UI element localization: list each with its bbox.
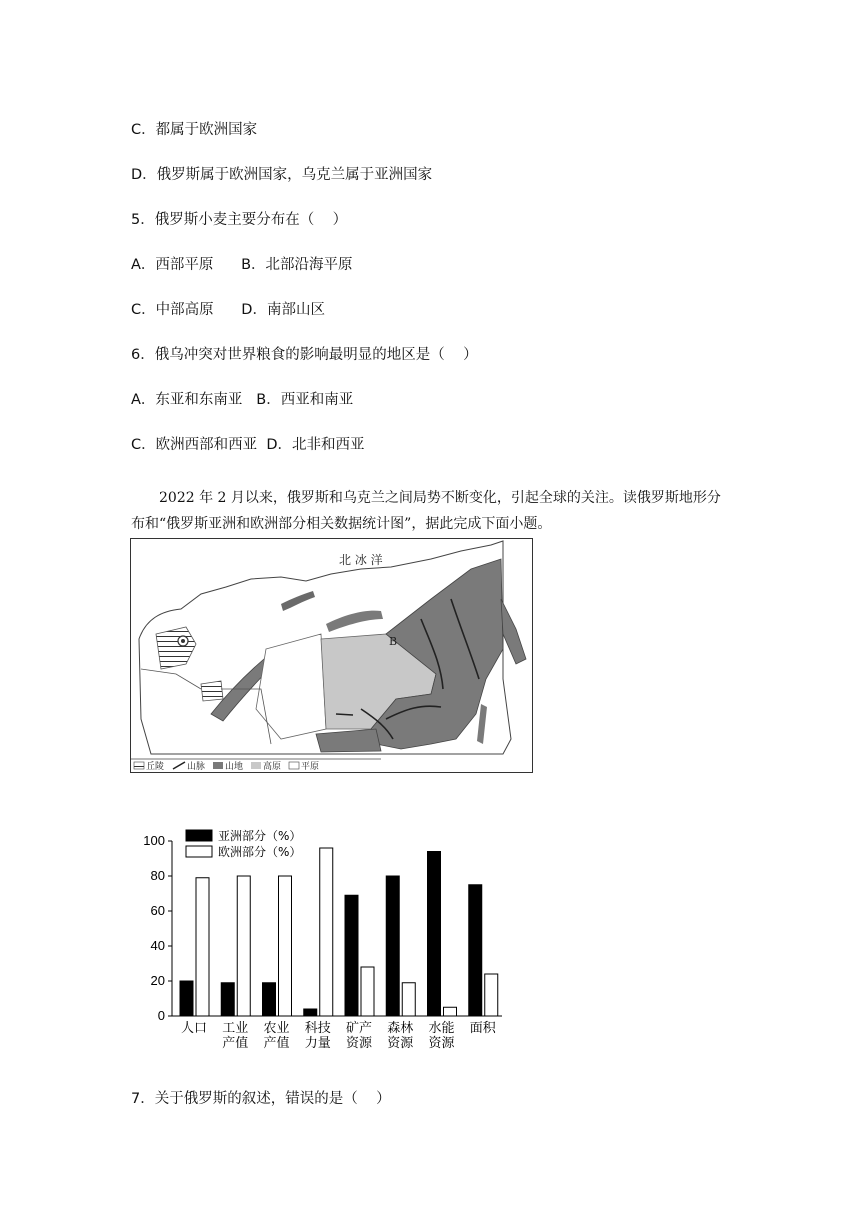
bar-asia [428, 852, 441, 1017]
bar-europe [196, 878, 209, 1016]
legend-label: 亚洲部分（%） [218, 829, 302, 843]
q6-options-cd: C．欧洲西部和西亚 D．北非和西亚 [131, 437, 365, 453]
bar-asia [386, 876, 399, 1016]
x-tick-label: 资源 [428, 1036, 455, 1051]
bar-asia [180, 981, 193, 1016]
x-tick-label: 力量 [304, 1036, 331, 1051]
bar-asia [345, 895, 358, 1016]
point-b-label: B [389, 635, 398, 648]
russia-terrain-map [130, 538, 533, 773]
legend-mountain-range: 山脉 [187, 762, 206, 772]
bar-asia [221, 983, 234, 1016]
x-tick-label: 工业 [222, 1021, 249, 1036]
x-tick-label: 资源 [387, 1036, 414, 1051]
x-tick-label: 产值 [263, 1036, 290, 1051]
passage-text: 2022 年 2 月以来，俄罗斯和乌克兰之间局势不断变化，引起全球的关注。读俄罗斯地形分布和“俄罗斯亚洲和欧洲部分相关数据统计图”，据此完成下面小题。 [131, 490, 721, 532]
q4-option-d: D．俄罗斯属于欧洲国家，乌克兰属于亚洲国家 [131, 167, 433, 183]
question-5: 5．俄罗斯小麦主要分布在（ ） [131, 212, 348, 228]
y-tick-label: 100 [143, 833, 165, 848]
x-tick-label: 面积 [469, 1021, 496, 1036]
legend-mountain-land: 山地 [225, 762, 244, 772]
q4-option-c: C．都属于欧洲国家 [131, 122, 258, 138]
bar-europe [444, 1007, 457, 1016]
legend-swatch [186, 846, 212, 857]
bar-asia [304, 1009, 317, 1016]
x-tick-label: 科技 [304, 1021, 331, 1036]
y-tick-label: 0 [157, 1008, 165, 1023]
legend-label: 欧洲部分（%） [218, 845, 302, 859]
x-tick-label: 资源 [345, 1036, 373, 1051]
legend-plain: 平原 [301, 762, 320, 772]
legend-swatch [186, 830, 212, 841]
q5-options-ab: A．西部平原 B．北部沿海平原 [131, 257, 353, 273]
bar-europe [320, 848, 333, 1016]
q6-options-ab: A．东亚和东南亚 B．西亚和南亚 [131, 392, 354, 408]
legend-plateau: 高原 [263, 762, 282, 772]
q5-options-cd: C．中部高原 D．南部山区 [131, 302, 325, 318]
y-tick-label: 40 [150, 938, 165, 953]
y-tick-label: 20 [150, 973, 165, 988]
caucasus-hills [201, 681, 223, 701]
bar-europe [237, 876, 250, 1016]
x-tick-label: 农业 [263, 1021, 290, 1036]
question-7: 7．关于俄罗斯的叙述，错误的是（ ） [131, 1091, 391, 1107]
bar-europe [485, 974, 498, 1016]
arctic-ocean-label: 北 冰 洋 [339, 553, 383, 567]
x-tick-label: 人口 [180, 1021, 208, 1036]
question-6: 6．俄乌冲突对世界粮食的影响最明显的地区是（ ） [131, 347, 478, 363]
kamchatka [501, 599, 526, 664]
x-tick-label: 矿产 [345, 1021, 373, 1036]
bar-asia [469, 885, 482, 1016]
bar-europe [279, 876, 292, 1016]
russia-asia-europe-bar-chart [128, 824, 508, 1054]
x-tick-label: 水能 [428, 1021, 455, 1036]
x-tick-label: 产值 [222, 1036, 249, 1051]
bar-asia [263, 983, 276, 1016]
legend-hills: 丘陵 [146, 762, 165, 772]
bar-europe [402, 983, 415, 1016]
bar-europe [361, 967, 374, 1016]
y-tick-label: 80 [150, 868, 165, 883]
y-tick-label: 60 [150, 903, 165, 918]
x-tick-label: 森林 [387, 1021, 414, 1036]
